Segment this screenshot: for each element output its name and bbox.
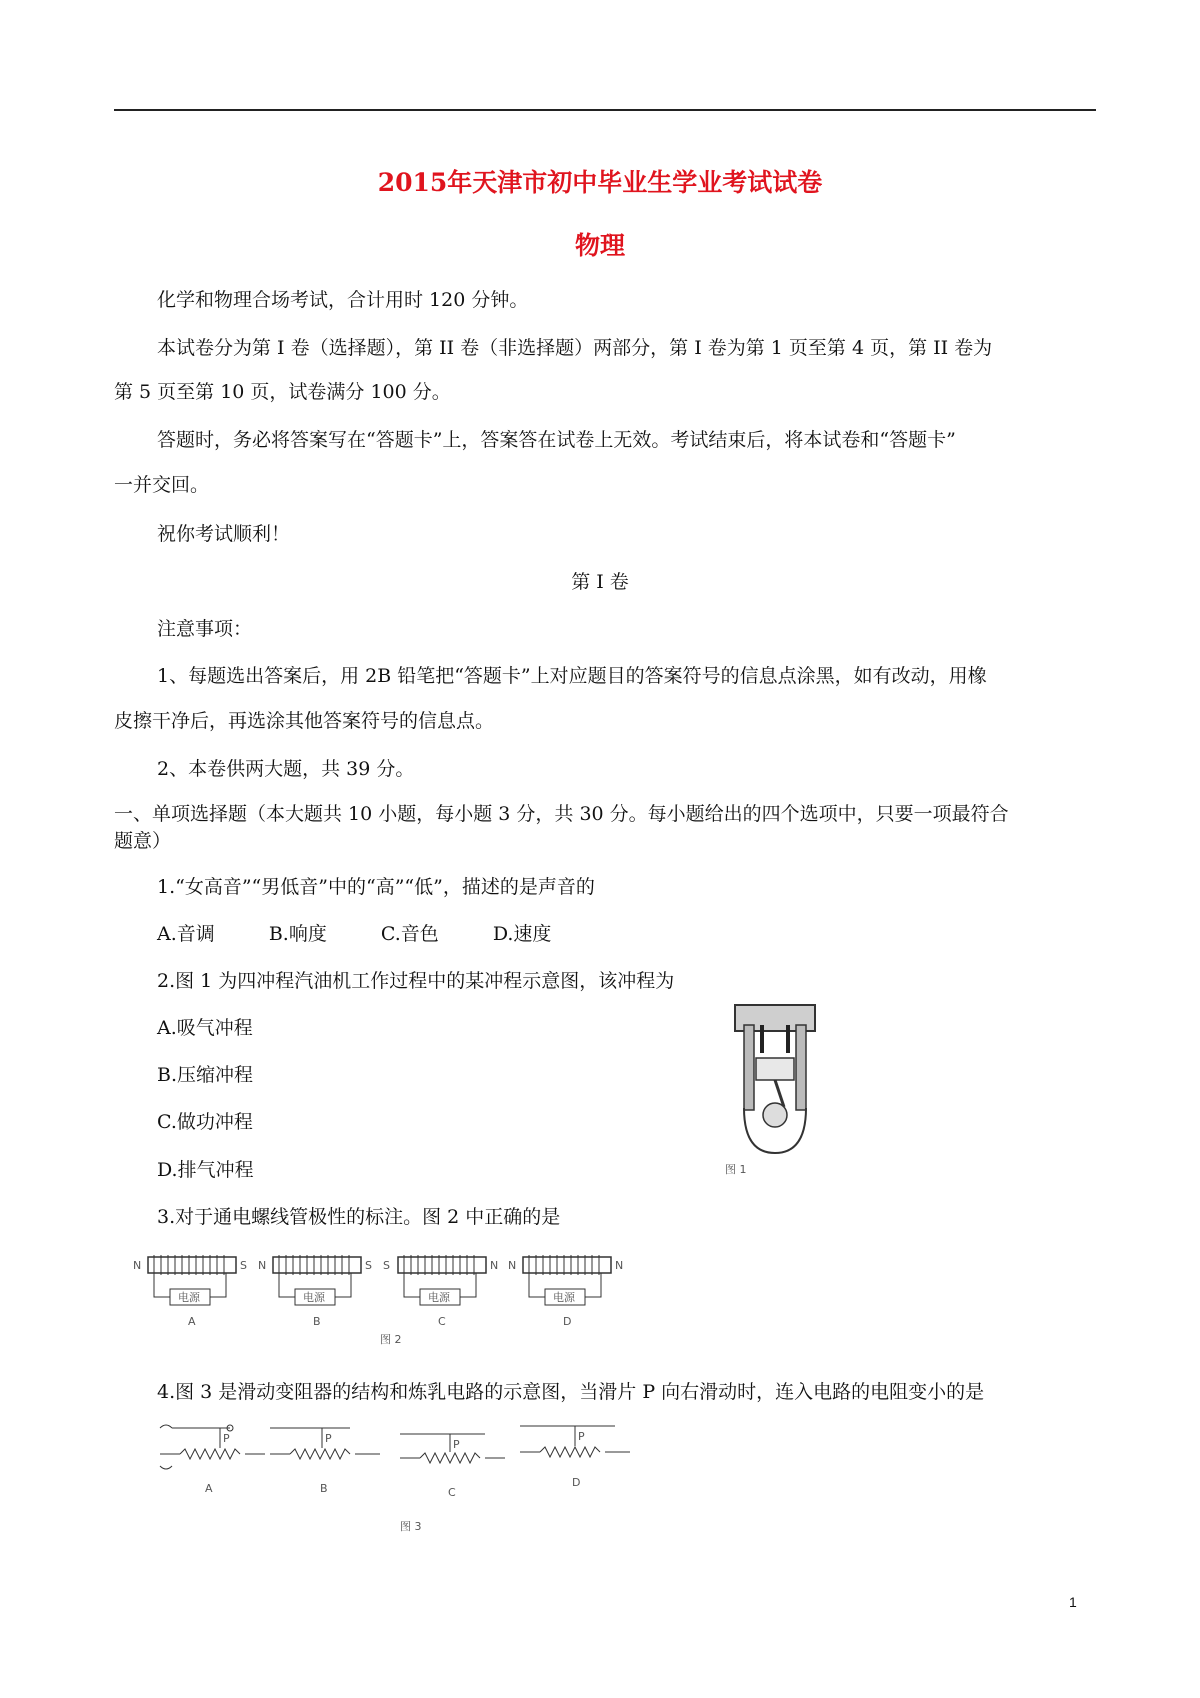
crankshaft — [763, 1103, 787, 1127]
pole-left-c: S — [383, 1259, 390, 1272]
source-label-a: 电源 — [178, 1291, 200, 1304]
pole-right-a: S — [240, 1259, 247, 1272]
note-1b: 皮擦干净后，再选涂其他答案符号的信息点。 — [114, 710, 495, 732]
q2-option-b: B.压缩冲程 — [157, 1064, 254, 1086]
cylinder-wall-left — [744, 1025, 754, 1110]
intro-paragraph-3a: 答题时，务必将答案写在“答题卡”上，答案答在试卷上无效。考试结束后，将本试卷和“答题卡” — [157, 429, 956, 451]
source-label-b: 电源 — [303, 1291, 325, 1304]
figure-3-caption: 图 3 — [400, 1520, 422, 1533]
q2-option-a: A.吸气冲程 — [157, 1017, 253, 1039]
letter-c: C — [438, 1315, 446, 1328]
terminal-a-bottom — [160, 1466, 172, 1469]
coil-windings-c — [404, 1255, 474, 1275]
solenoid-option-d — [508, 1255, 623, 1328]
resistor-coil-a — [180, 1449, 240, 1459]
solenoid-option-b — [258, 1255, 372, 1328]
question-1-options — [157, 920, 599, 948]
q1-option-d: D.速度 — [492, 923, 552, 945]
coil-windings-a — [154, 1255, 224, 1275]
solenoid-option-a — [133, 1255, 247, 1328]
pole-right-d: N — [615, 1259, 624, 1272]
slider-label-a: P — [223, 1432, 230, 1445]
rheostat-option-c — [400, 1434, 505, 1499]
q1-option-a: A.音调 — [157, 923, 215, 945]
solenoid-figure-2 — [130, 1245, 670, 1345]
rheostat-option-b — [270, 1428, 380, 1495]
intro-paragraph-2a: 本试卷分为第 I 卷（选择题），第 II 卷（非选择题）两部分，第 I 卷为第 1 页至第 4 页，第 II 卷为 — [157, 337, 993, 359]
question-3-stem: 3.对于通电螺线管极性的标注。图 2 中正确的是 — [157, 1206, 561, 1228]
header-rule — [114, 109, 1096, 111]
part-1-heading-a: 一、单项选择题（本大题共 10 小题，每小题 3 分，共 30 分。每小题给出的四个选项中，只要一项最符合 — [114, 803, 1009, 825]
rheostat-figure-3 — [160, 1420, 690, 1540]
q1-option-b: B.响度 — [268, 923, 327, 945]
coil-windings-d — [529, 1255, 599, 1275]
intro-paragraph-2b: 第 5 页至第 10 页，试卷满分 100 分。 — [114, 381, 451, 403]
terminal-a-top — [160, 1425, 172, 1428]
page-number: 1 — [1069, 1594, 1077, 1610]
pole-left-a: N — [133, 1259, 142, 1272]
letter-c-fig3: C — [448, 1486, 456, 1499]
letter-a-fig3: A — [205, 1482, 213, 1495]
rheostat-option-d — [520, 1426, 630, 1489]
resistor-coil-c — [420, 1453, 480, 1463]
pole-right-b: S — [365, 1259, 372, 1272]
solenoid-option-c — [383, 1255, 498, 1328]
cylinder-wall-right — [796, 1025, 806, 1110]
letter-d-fig3: D — [572, 1476, 581, 1489]
note-1a: 1、每题选出答案后，用 2B 铅笔把“答题卡”上对应题目的答案符号的信息点涂黑，如有改动，用橡 — [157, 665, 987, 687]
source-label-c: 电源 — [428, 1291, 450, 1304]
intro-paragraph-1: 化学和物理合场考试，合计用时 120 分钟。 — [157, 289, 529, 311]
q1-option-c: C.音色 — [380, 923, 439, 945]
coil-windings-b — [279, 1255, 349, 1275]
pole-left-b: N — [258, 1259, 267, 1272]
rheostat-option-a — [160, 1425, 265, 1495]
source-label-d: 电源 — [553, 1291, 575, 1304]
q2-option-c: C.做功冲程 — [157, 1111, 253, 1133]
resistor-coil-b — [290, 1449, 350, 1459]
question-1-stem: 1.“女高音”“男低音”中的“高”“低”，描述的是声音的 — [157, 876, 595, 898]
letter-a: A — [188, 1315, 196, 1328]
letter-b: B — [313, 1315, 321, 1328]
part-1-heading-b: 题意） — [114, 830, 172, 852]
letter-b-fig3: B — [320, 1482, 328, 1495]
piston — [756, 1058, 794, 1080]
slider-label-d: P — [578, 1430, 585, 1443]
question-4-stem: 4.图 3 是滑动变阻器的结构和炼乳电路的示意图，当滑片 P 向右滑动时，连入电路的电阻变小的是 — [157, 1381, 985, 1403]
letter-d: D — [563, 1315, 572, 1328]
figure-2-caption: 图 2 — [380, 1333, 402, 1346]
section-heading: 第 I 卷 — [571, 571, 629, 593]
note-2: 2、本卷供两大题，共 39 分。 — [157, 758, 415, 780]
notes-title: 注意事项： — [157, 618, 253, 640]
slider-label-b: P — [325, 1432, 332, 1445]
figure-1-caption: 图 1 — [725, 1163, 747, 1176]
resistor-coil-d — [540, 1447, 600, 1457]
slider-label-c: P — [453, 1438, 460, 1451]
q2-option-d: D.排气冲程 — [157, 1159, 254, 1181]
question-2-stem: 2.图 1 为四冲程汽油机工作过程中的某冲程示意图，该冲程为 — [157, 970, 675, 992]
pole-right-c: N — [490, 1259, 499, 1272]
exam-title: 2015年天津市初中毕业生学业考试试卷 — [377, 168, 823, 197]
subject-title: 物理 — [574, 231, 625, 260]
pole-left-d: N — [508, 1259, 517, 1272]
intro-paragraph-4: 祝你考试顺利！ — [157, 523, 291, 545]
engine-figure-1 — [725, 1003, 830, 1176]
intro-paragraph-3b: 一并交回。 — [114, 474, 210, 496]
